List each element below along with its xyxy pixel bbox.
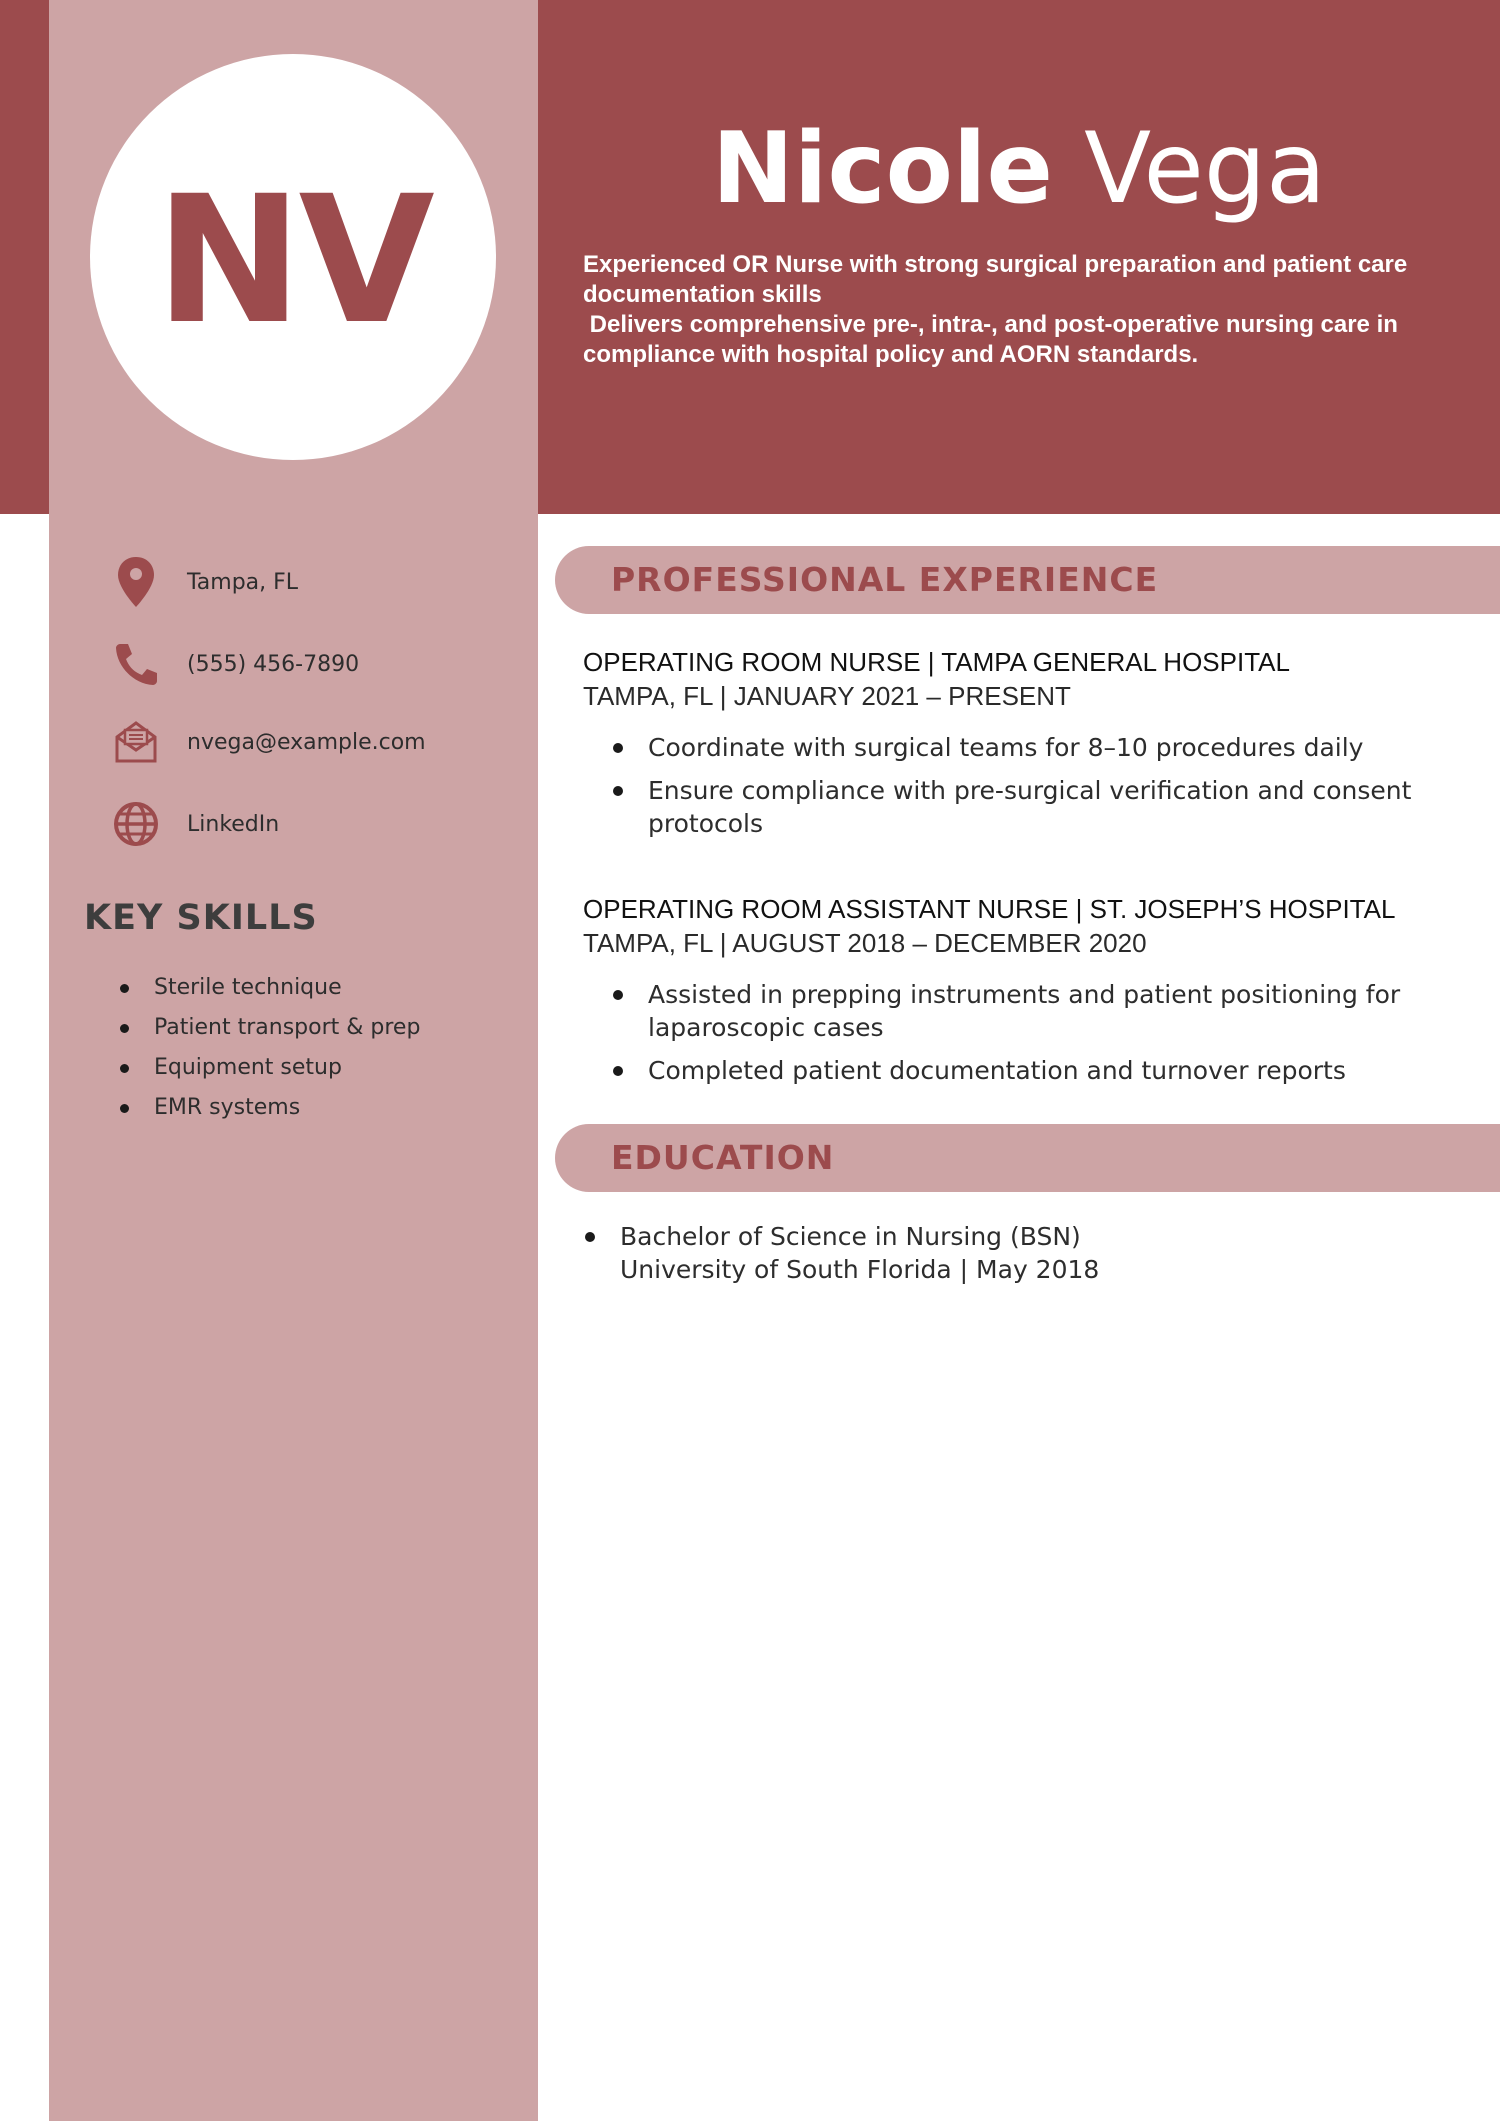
job-entry [583,645,1463,850]
job-title: OPERATING ROOM ASSISTANT NURSE | ST. JOSEPH’S HOSPITAL [583,894,1396,924]
candidate-name [538,112,1500,226]
phone-icon [110,638,162,690]
contact-location [110,552,299,612]
contact-email[interactable] [110,712,426,772]
monogram-circle [90,54,496,460]
first-name: Nicole [711,112,1053,226]
job-title: OPERATING ROOM NURSE | TAMPA GENERAL HOSPITAL [583,647,1290,677]
contact-linkedin[interactable] [110,794,280,854]
job-meta: TAMPA, FL | AUGUST 2018 – DECEMBER 2020 [583,928,1147,958]
school-text: University of South Florida | May 2018 [620,1255,1100,1284]
summary-line: Experienced OR Nurse with strong surgical preparation and patient care documentation skills [583,251,1414,308]
profile-summary [583,250,1483,370]
last-name: Vega [1084,112,1327,226]
skill-item: Patient transport & prep [118,1008,420,1048]
envelope-icon [110,716,162,768]
education-section-bar [555,1124,1500,1192]
job-entry [583,892,1463,1097]
phone-text[interactable]: (555) 456-7890 [187,651,360,677]
linkedin-link[interactable]: LinkedIn [187,811,280,837]
location-text: Tampa, FL [187,569,299,595]
job-bullets [583,731,1463,840]
contact-phone[interactable] [110,634,360,694]
globe-icon [110,798,162,850]
job-bullet: Assisted in prepping instruments and patient positioning for laparoscopic cases [583,978,1428,1044]
job-bullet: Ensure compliance with pre-surgical verification and consent protocols [583,774,1428,840]
job-bullet: Coordinate with surgical teams for 8–10 procedures daily [583,731,1428,764]
skills-list [118,968,420,1128]
education-entry [583,1220,1463,1286]
education-heading: EDUCATION [611,1138,835,1177]
skill-item: Equipment setup [118,1048,420,1088]
email-text[interactable]: nvega@example.com [187,729,426,755]
skill-item: EMR systems [118,1088,420,1128]
education-item [583,1220,1463,1286]
location-pin-icon [110,556,162,608]
degree-text: Bachelor of Science in Nursing (BSN) [620,1222,1081,1251]
experience-section-bar [555,546,1500,614]
skill-item: Sterile technique [118,968,420,1008]
experience-heading: PROFESSIONAL EXPERIENCE [611,560,1159,599]
job-bullets [583,978,1463,1087]
job-bullet: Completed patient documentation and turnover reports [583,1054,1428,1087]
monogram: NV [155,157,431,363]
skills-heading: KEY SKILLS [84,898,318,938]
summary-line: Delivers comprehensive pre-, intra-, and post-operative nursing care in compliance with hospital policy and AORN standards. [583,311,1405,368]
header-left-edge [0,0,49,514]
job-meta: TAMPA, FL | JANUARY 2021 – PRESENT [583,681,1071,711]
